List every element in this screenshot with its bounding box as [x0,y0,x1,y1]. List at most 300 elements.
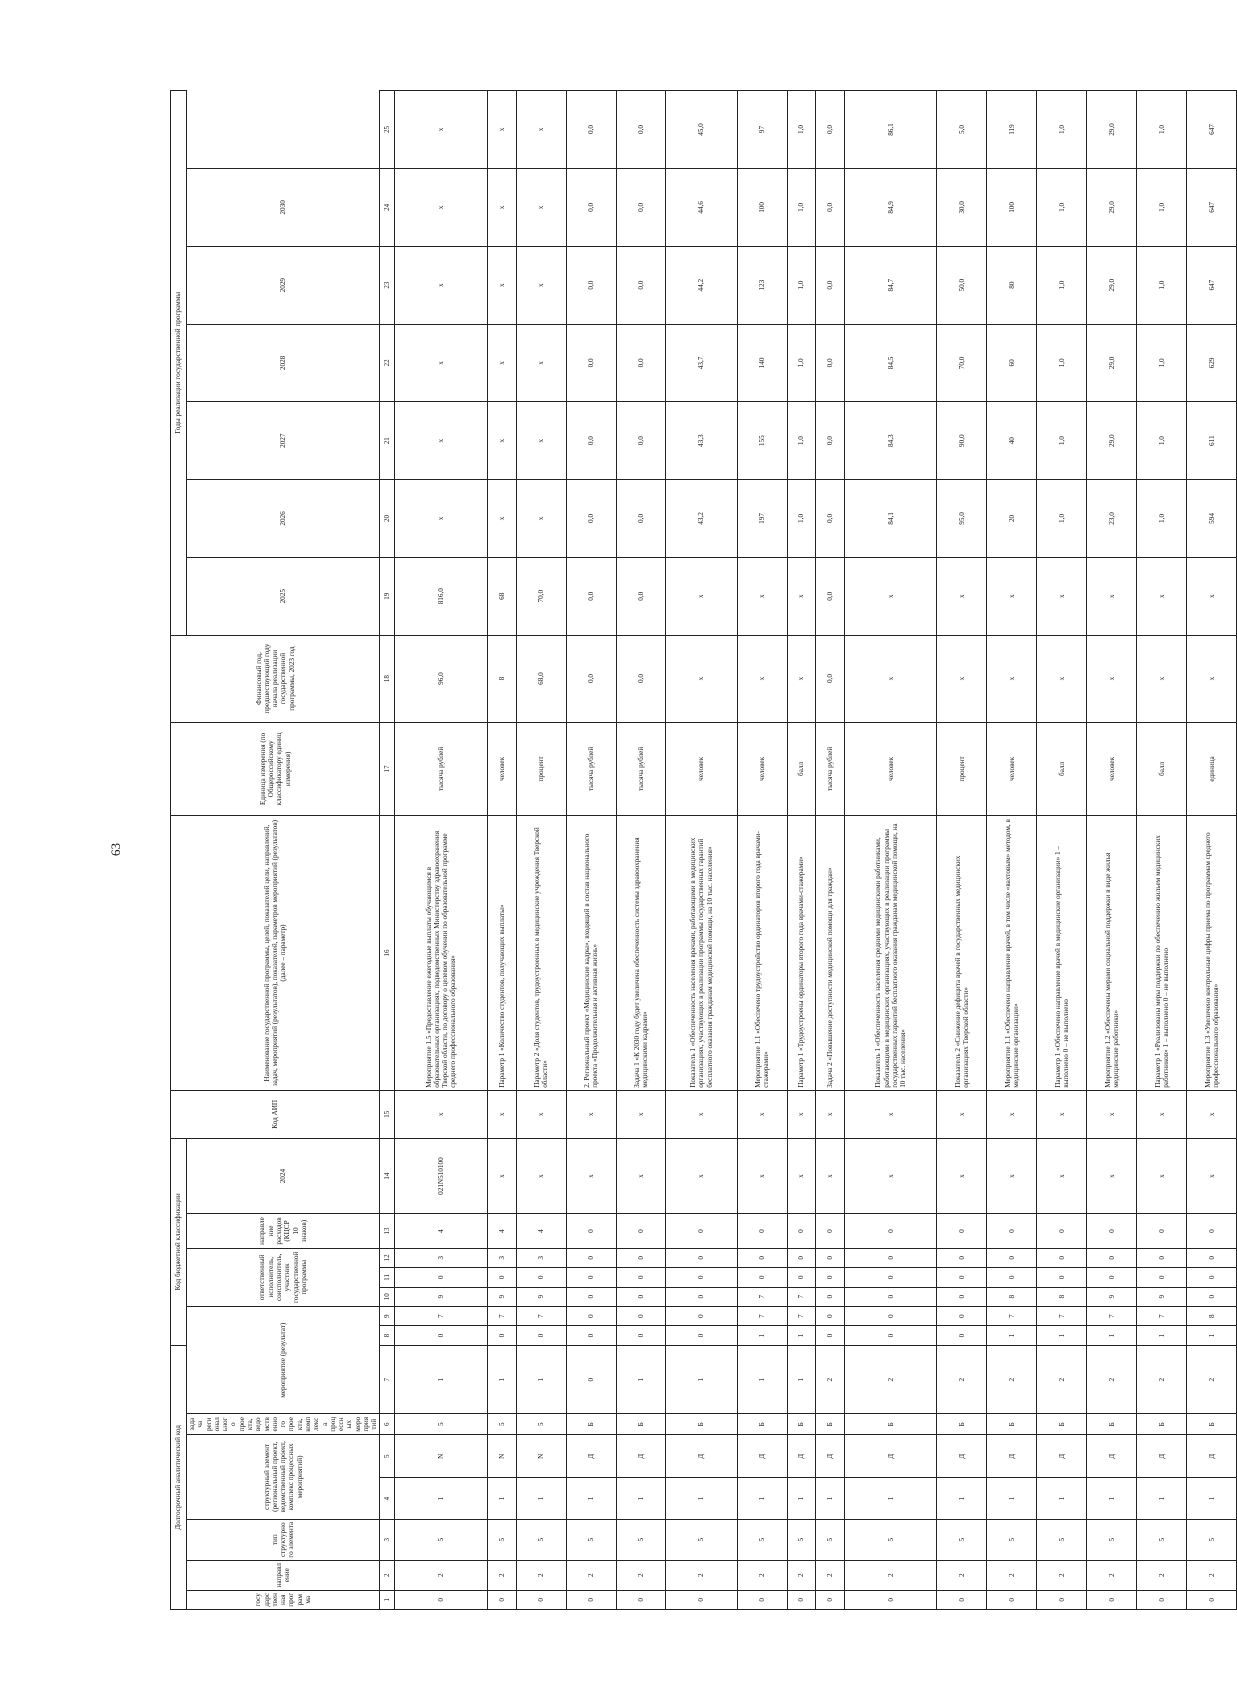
code-cell: 1 [1187,1326,1237,1345]
code-cell: 9 [516,1287,566,1306]
table-row [1187,91,1237,1610]
code-cell: Д [987,1435,1037,1478]
row-name: Показатель 2 «Снижение дефицита врачей в государственных медицинских организациях Тверской области» [937,816,987,1090]
code-cell: 3 [487,1248,516,1267]
row-year-value: 20 [987,480,1037,558]
table-row [616,91,666,1610]
code-cell: 1 [616,1345,666,1414]
code-cell: 1 [737,1326,787,1345]
code-cell: 2 [816,1560,845,1590]
code-cell: 0 [616,1287,666,1306]
code-cell: 7 [395,1306,487,1325]
code-cell: 0 [616,1306,666,1325]
row-year-value: x [487,402,516,480]
column-number: 15 [380,1090,395,1138]
row-unit: тысяча рублей [395,722,487,816]
code-cell: 0 [566,1590,616,1609]
year-2029: 2029 [187,246,380,324]
row-year-value: x [395,169,487,247]
code-cell: 5 [737,1519,787,1560]
row-year-value: 0,0 [566,402,616,480]
column-number: 25 [380,91,395,169]
row-year-value: x [937,557,987,635]
code-cell: 0 [845,1268,937,1287]
year-2024: 2024 [187,1138,380,1214]
code-cell: 5 [1187,1519,1237,1560]
row-year-value: 80 [987,246,1037,324]
code-cell: 0 [616,1248,666,1267]
row-year-value: 29,0 [1087,169,1137,247]
code-cell: 0 [1087,1590,1137,1609]
name-header: Наименование государственной программы, целей, показателей цели, направлений, задач, мероприятий (результатов), показателей, параметров мероприятий (результатов) (далее – параметр) [171,816,380,1090]
row-year-value: x [987,557,1037,635]
direction-header: направление [187,1560,380,1590]
code-cell: 0 [816,1326,845,1345]
code-cell: Б [816,1414,845,1435]
code-cell: 5 [1037,1519,1087,1560]
code-cell: 0 [666,1214,737,1248]
row-year-value: x [487,480,516,558]
code-cell: 0 [1137,1248,1187,1267]
column-number: 21 [380,402,395,480]
code-cell: 4 [395,1214,487,1248]
code-cell: x [987,1090,1037,1138]
code-cell: 5 [845,1519,937,1560]
row-year-value: 1,0 [1037,402,1087,480]
row-year-value: 0,0 [566,480,616,558]
row-name: Параметр 1 «Реализованы меры поддержки по обеспечению жильем медицинских работников» 1 – выполнено 0 – не выполнено [1137,816,1187,1090]
code-cell: Д [666,1435,737,1478]
code-cell: x [516,1138,566,1214]
code-cell: Б [787,1414,816,1435]
code-cell: 0 [737,1590,787,1609]
row-year-value: 84,3 [845,402,937,480]
gp-header: государственная программа [187,1590,380,1609]
row-year-value: 0,0 [616,246,666,324]
code-cell: 0 [1037,1248,1087,1267]
row-year-value: x [787,557,816,635]
row-name: Мероприятие 1.3 «Увеличено контрольные цифры приема по программам среднего профессионального образования» [1187,816,1237,1090]
column-number-row [380,91,395,1610]
code-cell: 7 [1137,1306,1187,1325]
code-cell: 2 [1137,1560,1187,1590]
table-row [845,91,937,1610]
code-cell: Б [845,1414,937,1435]
row-year-value: 0,0 [616,91,666,169]
code-cell: 9 [395,1287,487,1306]
code-cell: 7 [737,1306,787,1325]
column-number: 20 [380,480,395,558]
code-cell: Б [987,1414,1037,1435]
row-year-value: 1,0 [1037,169,1087,247]
row-name: Параметр 2 «Доля студентов, трудоустроенных в медицинские учреждения Тверской области» [516,816,566,1090]
kap-header: Код АИП [171,1090,380,1138]
code-cell: x [516,1090,566,1138]
code-cell: 0 [816,1214,845,1248]
code-cell: Б [937,1414,987,1435]
code-cell: 1 [566,1478,616,1519]
code-cell: 5 [666,1519,737,1560]
table-row [1037,91,1087,1610]
code-cell: N [487,1435,516,1478]
code-cell: 0 [666,1287,737,1306]
code-cell: 3 [516,1248,566,1267]
code-cell: 1 [1137,1478,1187,1519]
code-cell: 0 [987,1214,1037,1248]
row-unit: единица [1187,722,1237,816]
code-cell: 0 [566,1268,616,1287]
code-cell: 0 [816,1268,845,1287]
row-year-value: 1,0 [1037,480,1087,558]
code-cell: 2 [737,1560,787,1590]
code-cell: 5 [395,1414,487,1435]
event-header: мероприятие (результат) [187,1306,380,1413]
code-cell: 5 [987,1519,1037,1560]
code-cell: 0 [845,1326,937,1345]
row-unit: человек [987,722,1037,816]
row-name: Параметр 1 «Обеспечено направление врачей в медицинские организации» 1 – выполнено 0 – не выполнено [1037,816,1087,1090]
code-cell: 7 [787,1287,816,1306]
code-cell: 9 [1087,1287,1137,1306]
row-unit: тысяча рублей [816,722,845,816]
code-cell: 0 [666,1306,737,1325]
row-year-value: 0,0 [816,246,845,324]
row-year-value: 44,2 [666,246,737,324]
code-cell: 0 [937,1306,987,1325]
row-year-value: 0,0 [816,91,845,169]
row-fin-year-value: x [1137,635,1187,722]
code-cell: 0 [1037,1590,1087,1609]
row-year-value: 0,0 [566,324,616,402]
code-cell: Д [845,1435,937,1478]
row-fin-year-value: x [737,635,787,722]
code-cell: x [566,1090,616,1138]
code-cell: Д [1187,1435,1237,1478]
row-year-value: x [666,557,737,635]
code-cell: 0 [816,1590,845,1609]
row-unit: процент [937,722,987,816]
code-cell: 4 [516,1214,566,1248]
row-year-value: 611 [1187,402,1237,480]
code-cell: 2 [487,1560,516,1590]
code-cell: 0 [666,1248,737,1267]
row-year-value: 0,0 [616,324,666,402]
code-cell: 0 [666,1590,737,1609]
code-cell: x [616,1090,666,1138]
code-cell: x [487,1090,516,1138]
code-cell: 0 [516,1590,566,1609]
column-number: 6 [380,1414,395,1435]
row-year-value: 43,7 [666,324,737,402]
row-year-value: 84,7 [845,246,937,324]
code-cell: Б [616,1414,666,1435]
code-cell: 1 [666,1345,737,1414]
row-year-value: x [1087,557,1137,635]
row-year-value: 0,0 [816,480,845,558]
row-year-value: 90,0 [937,402,987,480]
code-cell: 1 [987,1478,1037,1519]
code-cell: Б [566,1414,616,1435]
code-cell: 0 [616,1590,666,1609]
table-row [516,91,566,1610]
code-cell: 1 [1187,1478,1237,1519]
code-cell: 5 [566,1519,616,1560]
row-unit: процент [516,722,566,816]
code-cell: 0 [616,1268,666,1287]
code-cell: 5 [487,1519,516,1560]
code-cell: 0 [987,1248,1037,1267]
code-cell: 1 [487,1478,516,1519]
row-year-value: x [1037,557,1087,635]
column-number: 10 [380,1287,395,1306]
row-name: Показатель 1 «Обеспеченность населения средними медицинскими работниками, работающими в медицинских организациях, участвующих в реализации программы государственных гарантий бесплатного оказания гражданам медицинской помощи, на 10 тыс. населения» [845,816,937,1090]
code-cell: x [666,1090,737,1138]
code-cell: 0 [566,1248,616,1267]
code-cell: Б [666,1414,737,1435]
code-cell: 2 [845,1345,937,1414]
row-unit: человек [487,722,516,816]
row-year-value: 119 [987,91,1037,169]
document-sheet [170,90,1220,1610]
column-number: 14 [380,1138,395,1214]
row-year-value: x [395,402,487,480]
code-cell: 0 [987,1590,1037,1609]
row-year-value: x [487,324,516,402]
code-cell: Д [1137,1435,1187,1478]
code-cell: 7 [1087,1306,1137,1325]
code-cell: x [1137,1090,1187,1138]
row-year-value: 44,6 [666,169,737,247]
code-cell: 0 [816,1306,845,1325]
row-year-value: 1,0 [1137,480,1187,558]
rotated-table-wrapper [170,90,1220,1610]
code-cell: 0 [737,1268,787,1287]
code-cell: 2 [787,1560,816,1590]
row-fin-year-value: x [1187,635,1237,722]
table-row [816,91,845,1610]
code-cell: 1 [395,1345,487,1414]
code-cell: 1 [845,1478,937,1519]
code-cell: 5 [616,1519,666,1560]
code-cell: Б [1137,1414,1187,1435]
code-cell: 1 [737,1478,787,1519]
row-year-value: 197 [737,480,787,558]
exec-header: ответственный исполнитель, соисполнитель, участник государственной программы [187,1248,380,1306]
code-cell: x [1087,1138,1137,1214]
code-cell: 7 [737,1287,787,1306]
code-cell: 1 [516,1478,566,1519]
code-cell: 0 [666,1268,737,1287]
row-year-value: x [487,91,516,169]
row-year-value: 86,1 [845,91,937,169]
row-year-value: 647 [1187,169,1237,247]
table-row [395,91,487,1610]
code-cell: x [987,1138,1037,1214]
code-cell: 5 [516,1519,566,1560]
code-cell: 0 [737,1214,787,1248]
code-cell: 1 [787,1478,816,1519]
code-cell: 0 [845,1287,937,1306]
column-number: 16 [380,816,395,1090]
code-cell: 9 [487,1287,516,1306]
row-year-value: 155 [737,402,787,480]
column-number: 24 [380,169,395,247]
row-year-value: x [845,557,937,635]
code-cell: 4 [487,1214,516,1248]
code-cell: 2 [395,1560,487,1590]
code-cell: 1 [487,1345,516,1414]
code-cell: 0 [1137,1214,1187,1248]
row-year-value: 1,0 [787,169,816,247]
code-cell: 0 [487,1590,516,1609]
row-year-value: 100 [737,169,787,247]
row-year-value: 1,0 [787,91,816,169]
row-year-value: 5,0 [937,91,987,169]
column-number: 2 [380,1560,395,1590]
year-2028: 2028 [187,324,380,402]
row-year-value: 647 [1187,91,1237,169]
code-cell: 5 [787,1519,816,1560]
row-year-value: 1,0 [1037,91,1087,169]
code-cell: 0 [1187,1214,1237,1248]
code-cell: Б [1037,1414,1087,1435]
code-cell: 1 [666,1478,737,1519]
code-cell: 1 [816,1478,845,1519]
row-name: Показатель 1 «Обеспеченность населения врачами, работающими в медицинских организациях, участвующих в реализации программы государственных гарантий бесплатного оказания гражданам медицинской помощи, на 10 тыс. населения» [666,816,737,1090]
table-row [937,91,987,1610]
code-cell: N [395,1435,487,1478]
expense-header: направление расходов (КЦСР 10 знаков) [187,1214,380,1248]
row-fin-year-value: 96,0 [395,635,487,722]
row-year-value: 629 [1187,324,1237,402]
code-cell: 1 [987,1326,1037,1345]
code-cell: 2 [1187,1560,1237,1590]
code-cell: 2 [1037,1560,1087,1590]
code-cell: x [1137,1138,1187,1214]
code-cell: 1 [787,1345,816,1414]
row-unit: человек [737,722,787,816]
code-cell: 0 [937,1287,987,1306]
code-cell: 1 [1087,1478,1137,1519]
row-year-value: 84,1 [845,480,937,558]
code-cell: Б [1187,1414,1237,1435]
code-cell: 2 [1087,1560,1137,1590]
row-year-value: 100 [987,169,1037,247]
column-number: 9 [380,1306,395,1325]
column-number: 12 [380,1248,395,1267]
row-year-value: 1,0 [1037,246,1087,324]
code-cell: 0 [845,1248,937,1267]
row-year-value: 0,0 [566,169,616,247]
code-cell: 2 [1087,1345,1137,1414]
row-year-value: x [395,480,487,558]
code-cell: 1 [516,1345,566,1414]
code-cell: 0 [566,1306,616,1325]
row-year-value: x [516,246,566,324]
code-cell: 0 [845,1590,937,1609]
code-cell: 0 [845,1306,937,1325]
row-year-value: x [1187,557,1237,635]
code-cell: x [1037,1138,1087,1214]
row-name: Мероприятие 1.1 «Обеспечено трудоустройство ординаторов второго года врачами-стажерами» [737,816,787,1090]
code-cell: x [787,1138,816,1214]
code-cell: 0 [937,1268,987,1287]
code-cell: 0 [787,1214,816,1248]
row-year-value: 68 [487,557,516,635]
code-cell: 7 [987,1306,1037,1325]
type-header: тип структурного элемента [187,1519,380,1560]
row-unit: тысяча рублей [616,722,666,816]
code-cell: 8 [987,1287,1037,1306]
row-year-value: 0,0 [816,402,845,480]
code-cell: x [1087,1090,1137,1138]
program-table [170,90,1237,1610]
year-2027: 2027 [187,402,380,480]
code-cell: 2 [845,1560,937,1590]
code-cell: 7 [487,1306,516,1325]
row-name: Параметр 1 «Трудоустроены ординаторы второго года врачами-стажерами» [787,816,816,1090]
code-cell: Д [787,1435,816,1478]
row-year-value: 1,0 [1137,324,1187,402]
row-year-value: 23,0 [1087,480,1137,558]
row-year-value: x [487,169,516,247]
row-year-value: 0,0 [816,169,845,247]
row-year-value: 29,0 [1087,402,1137,480]
code-cell: 0 [566,1214,616,1248]
code-cell: 0 [787,1248,816,1267]
row-year-value: 140 [737,324,787,402]
analytic-code-header: Долгосрочный аналитический код [171,1345,187,1609]
code-cell: x [816,1138,845,1214]
code-cell: 2 [566,1560,616,1590]
row-fin-year-value: x [1037,635,1087,722]
code-cell: 0 [616,1326,666,1345]
table-row [487,91,516,1610]
row-year-value: 647 [1187,246,1237,324]
code-cell: Д [737,1435,787,1478]
row-year-value: 29,0 [1087,91,1137,169]
row-year-value: 43,2 [666,480,737,558]
code-cell: 0 [516,1268,566,1287]
code-cell: 1 [737,1345,787,1414]
code-cell: 0 [487,1326,516,1345]
code-cell: 0 [816,1248,845,1267]
code-cell: 0 [845,1214,937,1248]
row-year-value: x [1137,557,1187,635]
code-cell: 0 [616,1214,666,1248]
code-cell: x [737,1138,787,1214]
row-year-value: 1,0 [1137,91,1187,169]
row-year-value: 40 [987,402,1037,480]
row-unit: балл [787,722,816,816]
year-2030: 2030 [187,169,380,247]
code-cell: 5 [816,1519,845,1560]
row-year-value: x [737,557,787,635]
code-cell: Д [937,1435,987,1478]
code-cell: 3 [395,1248,487,1267]
row-year-value: x [516,169,566,247]
table-row [987,91,1037,1610]
code-cell: 8 [1037,1287,1087,1306]
code-cell: 2 [937,1560,987,1590]
code-cell: Д [816,1435,845,1478]
code-cell: 2 [1187,1345,1237,1414]
row-name: Задача 2 «Повышение доступности медицинской помощи для граждан» [816,816,845,1090]
row-year-value: 1,0 [1137,246,1187,324]
code-cell: 0 [1137,1268,1187,1287]
row-year-value: 29,0 [1087,324,1137,402]
code-cell: 0 [566,1345,616,1414]
